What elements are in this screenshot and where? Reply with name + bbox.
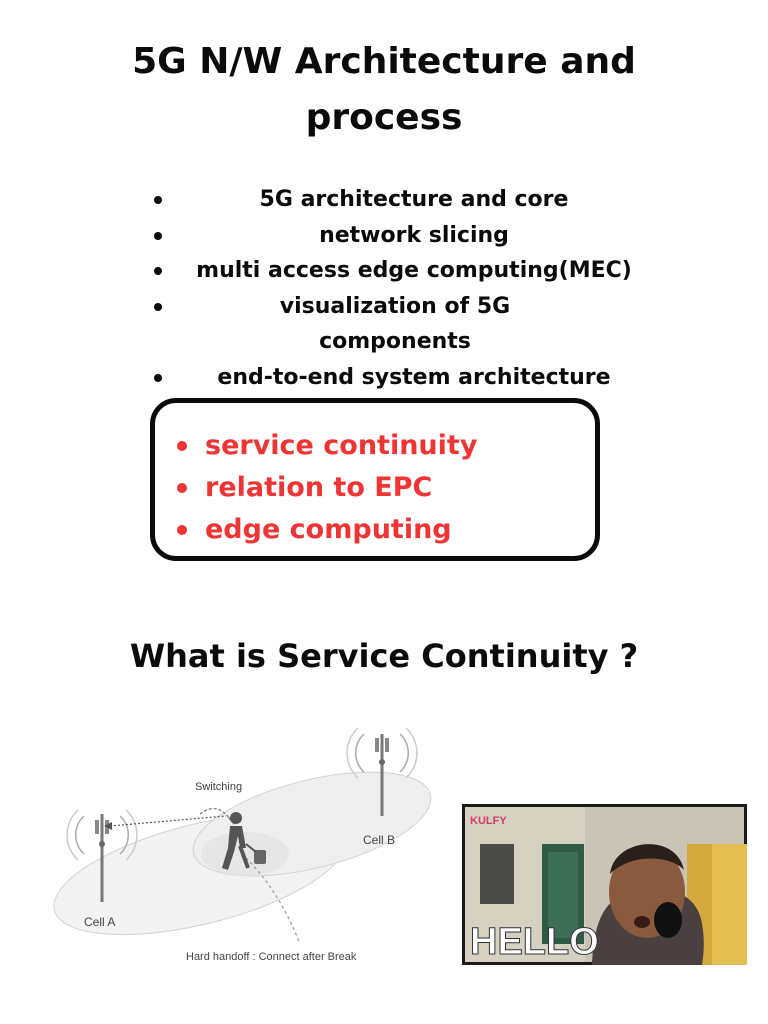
switching-label: Switching: [195, 781, 243, 793]
hello-gif-image: [462, 804, 747, 965]
highlight-label: relation to EPC: [205, 472, 433, 503]
highlight-label: service continuity: [205, 430, 478, 461]
topic-label: visualization of 5G components: [279, 293, 511, 354]
bullet-icon: [154, 374, 162, 382]
list-item: [150, 360, 640, 396]
gif-watermark: KULFY: [470, 815, 507, 827]
bullet-icon: [154, 267, 162, 275]
topic-label: end-to-end system architecture: [217, 364, 611, 390]
cell-a-label: Cell A: [84, 915, 116, 929]
cell-b-label: Cell B: [363, 833, 396, 847]
bullet-icon: [177, 483, 187, 493]
highlight-list: [173, 425, 477, 551]
highlight-item: [173, 425, 477, 467]
topic-label: 5G architecture and core: [259, 187, 569, 212]
list-item: [150, 218, 640, 254]
topic-label: network slicing: [319, 222, 509, 248]
page-title: 5G N/W Architecture and process: [132, 41, 636, 138]
list-item: [150, 289, 640, 360]
topic-label: multi access edge computing(MEC): [196, 258, 632, 283]
list-item: [150, 253, 640, 289]
bullet-icon: [154, 303, 162, 311]
highlight-item: [173, 509, 477, 551]
highlight-label: edge computing: [205, 514, 452, 545]
bullet-icon: [177, 441, 187, 451]
list-item: [150, 182, 640, 218]
highlight-box: [150, 398, 600, 561]
section-heading: What is Service Continuity ?: [129, 637, 639, 675]
highlight-item: [173, 467, 477, 509]
bullet-icon: [154, 232, 162, 240]
bullet-icon: [154, 196, 162, 204]
gif-caption: HELLO: [470, 921, 599, 963]
handoff-diagram: [50, 712, 440, 974]
bullet-icon: [177, 525, 187, 535]
diagram-caption: Hard handoff : Connect after Break: [186, 951, 357, 963]
topic-list: [150, 182, 640, 395]
